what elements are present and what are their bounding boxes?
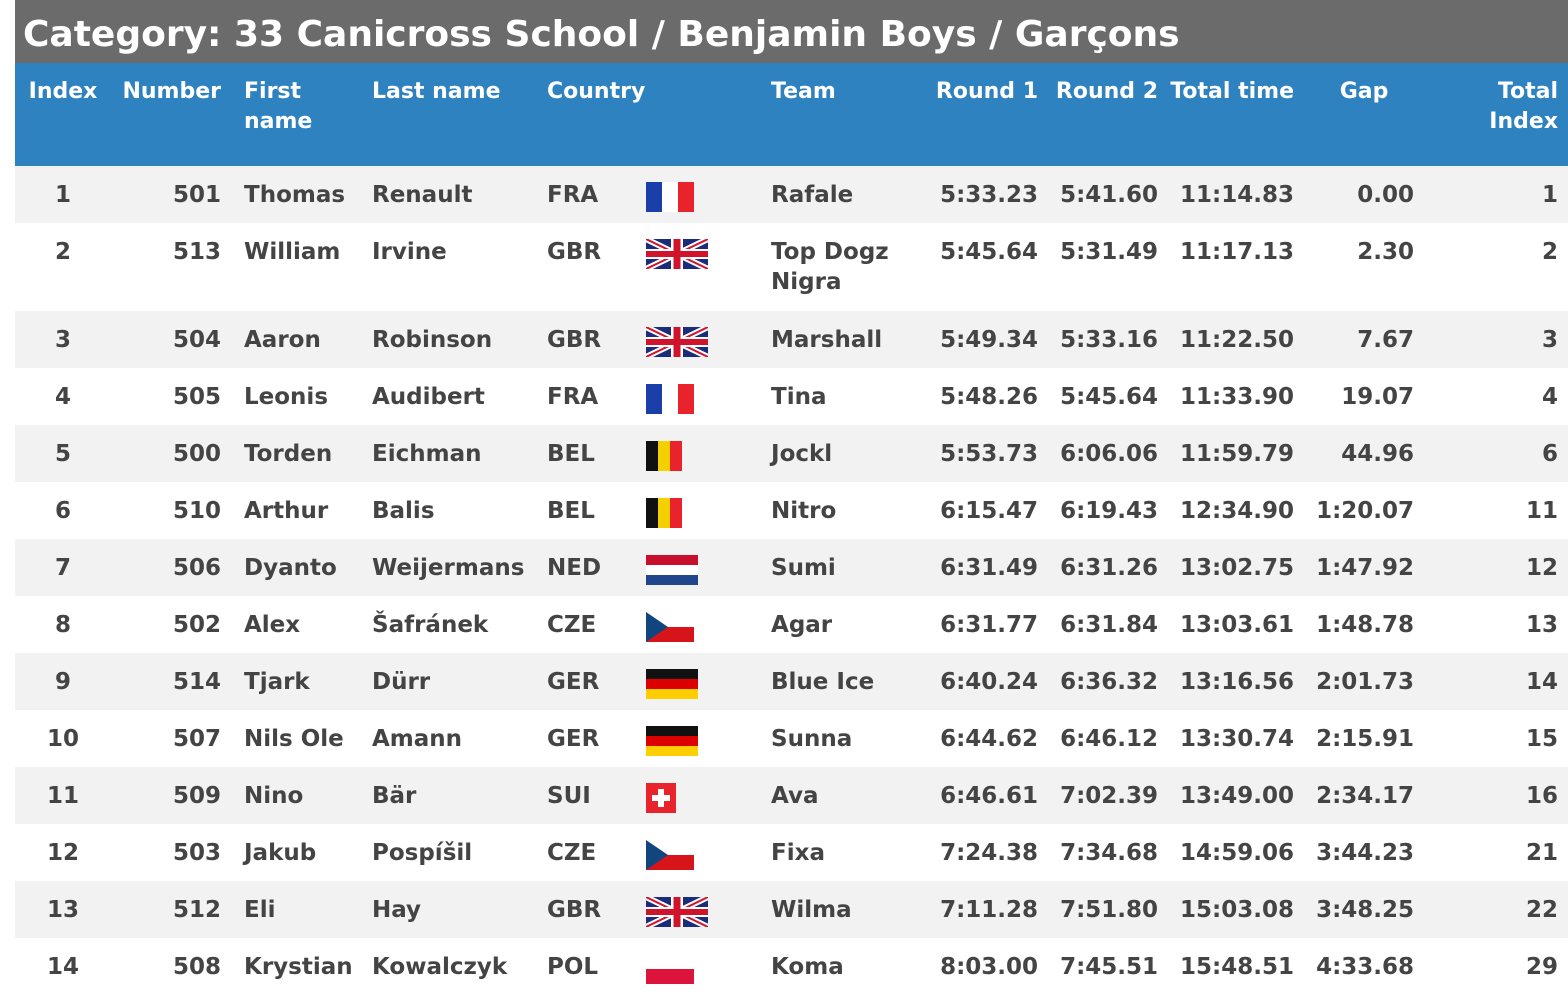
cell-last-name: Hay xyxy=(359,881,534,938)
cell-total-time: 13:49.00 xyxy=(1168,767,1304,824)
cell-total-index: 15 xyxy=(1424,710,1568,767)
cell-round-1: 6:40.24 xyxy=(928,653,1048,710)
cell-index: 8 xyxy=(15,596,111,653)
cell-index: 12 xyxy=(15,824,111,881)
cell-team: Nitro xyxy=(758,482,928,539)
cell-country: FRA xyxy=(534,368,646,425)
cell-team: Fixa xyxy=(758,824,928,881)
flag-uk-icon xyxy=(646,327,708,357)
cell-round-2: 5:41.60 xyxy=(1048,166,1168,223)
cell-number: 502 xyxy=(111,596,231,653)
cell-number: 505 xyxy=(111,368,231,425)
cell-total-time: 13:30.74 xyxy=(1168,710,1304,767)
cell-team: Wilma xyxy=(758,881,928,938)
cell-round-2: 6:06.06 xyxy=(1048,425,1168,482)
col-header-first-name[interactable]: First name xyxy=(231,63,359,166)
cell-number: 501 xyxy=(111,166,231,223)
cell-total-index: 14 xyxy=(1424,653,1568,710)
cell-last-name: Balis xyxy=(359,482,534,539)
cell-flag xyxy=(646,938,758,995)
flag-uk-icon xyxy=(646,239,708,269)
cell-first-name: Nils Ole xyxy=(231,710,359,767)
cell-round-2: 6:31.84 xyxy=(1048,596,1168,653)
cell-total-time: 15:48.51 xyxy=(1168,938,1304,995)
cell-total-index: 16 xyxy=(1424,767,1568,824)
cell-number: 500 xyxy=(111,425,231,482)
cell-gap: 3:44.23 xyxy=(1304,824,1424,881)
cell-index: 9 xyxy=(15,653,111,710)
col-header-team[interactable]: Team xyxy=(758,63,928,166)
cell-round-1: 6:15.47 xyxy=(928,482,1048,539)
table-row[interactable] xyxy=(15,311,1568,368)
cell-flag xyxy=(646,596,758,653)
cell-country: GBR xyxy=(534,311,646,368)
cell-number: 514 xyxy=(111,653,231,710)
flag-france-icon xyxy=(646,384,694,414)
cell-first-name: Eli xyxy=(231,881,359,938)
cell-last-name: Bär xyxy=(359,767,534,824)
cell-total-index: 12 xyxy=(1424,539,1568,596)
cell-last-name: Dürr xyxy=(359,653,534,710)
table-row[interactable] xyxy=(15,596,1568,653)
results-table xyxy=(15,63,1568,995)
cell-flag xyxy=(646,710,758,767)
cell-gap: 2:01.73 xyxy=(1304,653,1424,710)
col-header-index[interactable]: Index xyxy=(15,63,111,166)
cell-index: 5 xyxy=(15,425,111,482)
cell-first-name: Alex xyxy=(231,596,359,653)
cell-last-name: Weijermans xyxy=(359,539,534,596)
col-header-round-2[interactable]: Round 2 xyxy=(1048,63,1168,166)
cell-first-name: Jakub xyxy=(231,824,359,881)
cell-team: Sunna xyxy=(758,710,928,767)
cell-first-name: Arthur xyxy=(231,482,359,539)
cell-round-2: 5:33.16 xyxy=(1048,311,1168,368)
flag-belgium-icon xyxy=(646,441,682,471)
cell-gap: 19.07 xyxy=(1304,368,1424,425)
cell-team: Ava xyxy=(758,767,928,824)
cell-gap: 4:33.68 xyxy=(1304,938,1424,995)
table-row[interactable] xyxy=(15,223,1568,311)
cell-total-time: 11:22.50 xyxy=(1168,311,1304,368)
cell-round-1: 6:31.77 xyxy=(928,596,1048,653)
flag-germany-icon xyxy=(646,669,698,699)
cell-round-1: 7:24.38 xyxy=(928,824,1048,881)
cell-number: 506 xyxy=(111,539,231,596)
cell-flag xyxy=(646,653,758,710)
cell-first-name: Nino xyxy=(231,767,359,824)
cell-round-2: 5:45.64 xyxy=(1048,368,1168,425)
cell-last-name: Kowalczyk xyxy=(359,938,534,995)
cell-last-name: Audibert xyxy=(359,368,534,425)
cell-country: GER xyxy=(534,710,646,767)
cell-team: Blue Ice xyxy=(758,653,928,710)
flag-france-icon xyxy=(646,182,694,212)
table-row[interactable] xyxy=(15,938,1568,995)
header-row xyxy=(15,63,1568,166)
cell-total-index: 22 xyxy=(1424,881,1568,938)
cell-country: SUI xyxy=(534,767,646,824)
flag-switzerland-icon xyxy=(646,783,676,813)
cell-round-2: 6:19.43 xyxy=(1048,482,1168,539)
table-row[interactable] xyxy=(15,710,1568,767)
cell-number: 513 xyxy=(111,223,231,311)
cell-first-name: Aaron xyxy=(231,311,359,368)
cell-round-2: 7:45.51 xyxy=(1048,938,1168,995)
col-header-last-name[interactable]: Last name xyxy=(359,63,534,166)
cell-number: 510 xyxy=(111,482,231,539)
flag-belgium-icon xyxy=(646,498,682,528)
cell-total-index: 3 xyxy=(1424,311,1568,368)
cell-round-1: 5:49.34 xyxy=(928,311,1048,368)
cell-total-index: 11 xyxy=(1424,482,1568,539)
cell-first-name: Tjark xyxy=(231,653,359,710)
cell-first-name: Leonis xyxy=(231,368,359,425)
cell-round-1: 8:03.00 xyxy=(928,938,1048,995)
cell-first-name: Torden xyxy=(231,425,359,482)
cell-index: 2 xyxy=(15,223,111,311)
cell-number: 509 xyxy=(111,767,231,824)
cell-round-2: 6:46.12 xyxy=(1048,710,1168,767)
cell-country: BEL xyxy=(534,425,646,482)
cell-flag xyxy=(646,767,758,824)
cell-round-2: 5:31.49 xyxy=(1048,223,1168,311)
cell-total-time: 15:03.08 xyxy=(1168,881,1304,938)
cell-total-index: 6 xyxy=(1424,425,1568,482)
cell-flag xyxy=(646,223,758,311)
cell-team: Top Dogz Nigra xyxy=(758,223,928,311)
cell-last-name: Eichman xyxy=(359,425,534,482)
cell-round-1: 7:11.28 xyxy=(928,881,1048,938)
cell-total-time: 11:59.79 xyxy=(1168,425,1304,482)
cell-round-2: 7:02.39 xyxy=(1048,767,1168,824)
cell-round-1: 5:48.26 xyxy=(928,368,1048,425)
cell-gap: 2:34.17 xyxy=(1304,767,1424,824)
cell-country: GBR xyxy=(534,223,646,311)
cell-total-index: 21 xyxy=(1424,824,1568,881)
cell-flag xyxy=(646,368,758,425)
cell-flag xyxy=(646,824,758,881)
flag-czech-icon xyxy=(646,840,694,870)
cell-flag xyxy=(646,539,758,596)
table-row[interactable] xyxy=(15,539,1568,596)
cell-index: 1 xyxy=(15,166,111,223)
cell-gap: 2:15.91 xyxy=(1304,710,1424,767)
cell-index: 11 xyxy=(15,767,111,824)
col-header-number[interactable]: Number xyxy=(111,63,231,166)
cell-gap: 3:48.25 xyxy=(1304,881,1424,938)
flag-germany-icon xyxy=(646,726,698,756)
cell-country: CZE xyxy=(534,596,646,653)
table-row[interactable] xyxy=(15,425,1568,482)
cell-index: 4 xyxy=(15,368,111,425)
cell-gap: 2.30 xyxy=(1304,223,1424,311)
col-header-round-1[interactable]: Round 1 xyxy=(928,63,1048,166)
cell-index: 3 xyxy=(15,311,111,368)
cell-country: NED xyxy=(534,539,646,596)
cell-number: 504 xyxy=(111,311,231,368)
col-header-country[interactable]: Country xyxy=(534,63,758,166)
cell-flag xyxy=(646,166,758,223)
cell-team: Agar xyxy=(758,596,928,653)
table-row[interactable] xyxy=(15,824,1568,881)
cell-number: 508 xyxy=(111,938,231,995)
cell-number: 507 xyxy=(111,710,231,767)
cell-first-name: William xyxy=(231,223,359,311)
cell-last-name: Pospíšil xyxy=(359,824,534,881)
cell-total-time: 12:34.90 xyxy=(1168,482,1304,539)
cell-country: POL xyxy=(534,938,646,995)
cell-index: 14 xyxy=(15,938,111,995)
cell-round-1: 6:46.61 xyxy=(928,767,1048,824)
cell-total-index: 29 xyxy=(1424,938,1568,995)
cell-total-index: 1 xyxy=(1424,166,1568,223)
cell-team: Jockl xyxy=(758,425,928,482)
col-header-total-index[interactable]: Total Index xyxy=(1424,63,1568,166)
cell-round-2: 6:31.26 xyxy=(1048,539,1168,596)
cell-total-index: 4 xyxy=(1424,368,1568,425)
cell-total-index: 2 xyxy=(1424,223,1568,311)
cell-round-2: 7:51.80 xyxy=(1048,881,1168,938)
cell-total-time: 11:14.83 xyxy=(1168,166,1304,223)
cell-team: Sumi xyxy=(758,539,928,596)
cell-flag xyxy=(646,425,758,482)
cell-total-time: 14:59.06 xyxy=(1168,824,1304,881)
cell-first-name: Krystian xyxy=(231,938,359,995)
cell-country: GBR xyxy=(534,881,646,938)
cell-team: Marshall xyxy=(758,311,928,368)
cell-last-name: Irvine xyxy=(359,223,534,311)
table-row[interactable] xyxy=(15,767,1568,824)
cell-number: 503 xyxy=(111,824,231,881)
flag-uk-icon xyxy=(646,897,708,927)
cell-first-name: Dyanto xyxy=(231,539,359,596)
cell-total-time: 11:33.90 xyxy=(1168,368,1304,425)
cell-total-time: 13:02.75 xyxy=(1168,539,1304,596)
flag-czech-icon xyxy=(646,612,694,642)
table-row[interactable] xyxy=(15,166,1568,223)
cell-total-index: 13 xyxy=(1424,596,1568,653)
flag-netherlands-icon xyxy=(646,555,698,585)
flag-poland-icon xyxy=(646,954,694,984)
cell-index: 7 xyxy=(15,539,111,596)
cell-total-time: 13:16.56 xyxy=(1168,653,1304,710)
cell-last-name: Amann xyxy=(359,710,534,767)
cell-last-name: Renault xyxy=(359,166,534,223)
cell-total-time: 13:03.61 xyxy=(1168,596,1304,653)
cell-gap: 1:47.92 xyxy=(1304,539,1424,596)
cell-round-2: 6:36.32 xyxy=(1048,653,1168,710)
cell-flag xyxy=(646,311,758,368)
table-row[interactable] xyxy=(15,653,1568,710)
cell-country: GER xyxy=(534,653,646,710)
table-row[interactable] xyxy=(15,368,1568,425)
cell-round-2: 7:34.68 xyxy=(1048,824,1168,881)
cell-index: 10 xyxy=(15,710,111,767)
cell-round-1: 6:31.49 xyxy=(928,539,1048,596)
table-row[interactable] xyxy=(15,482,1568,539)
cell-team: Tina xyxy=(758,368,928,425)
cell-flag xyxy=(646,881,758,938)
cell-index: 13 xyxy=(15,881,111,938)
cell-gap: 0.00 xyxy=(1304,166,1424,223)
cell-flag xyxy=(646,482,758,539)
cell-team: Koma xyxy=(758,938,928,995)
cell-country: BEL xyxy=(534,482,646,539)
cell-gap: 1:20.07 xyxy=(1304,482,1424,539)
cell-gap: 44.96 xyxy=(1304,425,1424,482)
cell-index: 6 xyxy=(15,482,111,539)
cell-last-name: Robinson xyxy=(359,311,534,368)
table-row[interactable] xyxy=(15,881,1568,938)
cell-round-1: 6:44.62 xyxy=(928,710,1048,767)
cell-number: 512 xyxy=(111,881,231,938)
cell-gap: 7.67 xyxy=(1304,311,1424,368)
cell-team: Rafale xyxy=(758,166,928,223)
col-header-gap[interactable]: Gap xyxy=(1304,63,1424,166)
cell-last-name: Šafránek xyxy=(359,596,534,653)
cell-round-1: 5:53.73 xyxy=(928,425,1048,482)
cell-round-1: 5:45.64 xyxy=(928,223,1048,311)
cell-first-name: Thomas xyxy=(231,166,359,223)
cell-country: FRA xyxy=(534,166,646,223)
col-header-total-time[interactable]: Total time xyxy=(1168,63,1304,166)
cell-country: CZE xyxy=(534,824,646,881)
cell-round-1: 5:33.23 xyxy=(928,166,1048,223)
cell-gap: 1:48.78 xyxy=(1304,596,1424,653)
category-title: Category: 33 Canicross School / Benjamin Boys / Garçons xyxy=(15,0,1568,63)
cell-total-time: 11:17.13 xyxy=(1168,223,1304,311)
